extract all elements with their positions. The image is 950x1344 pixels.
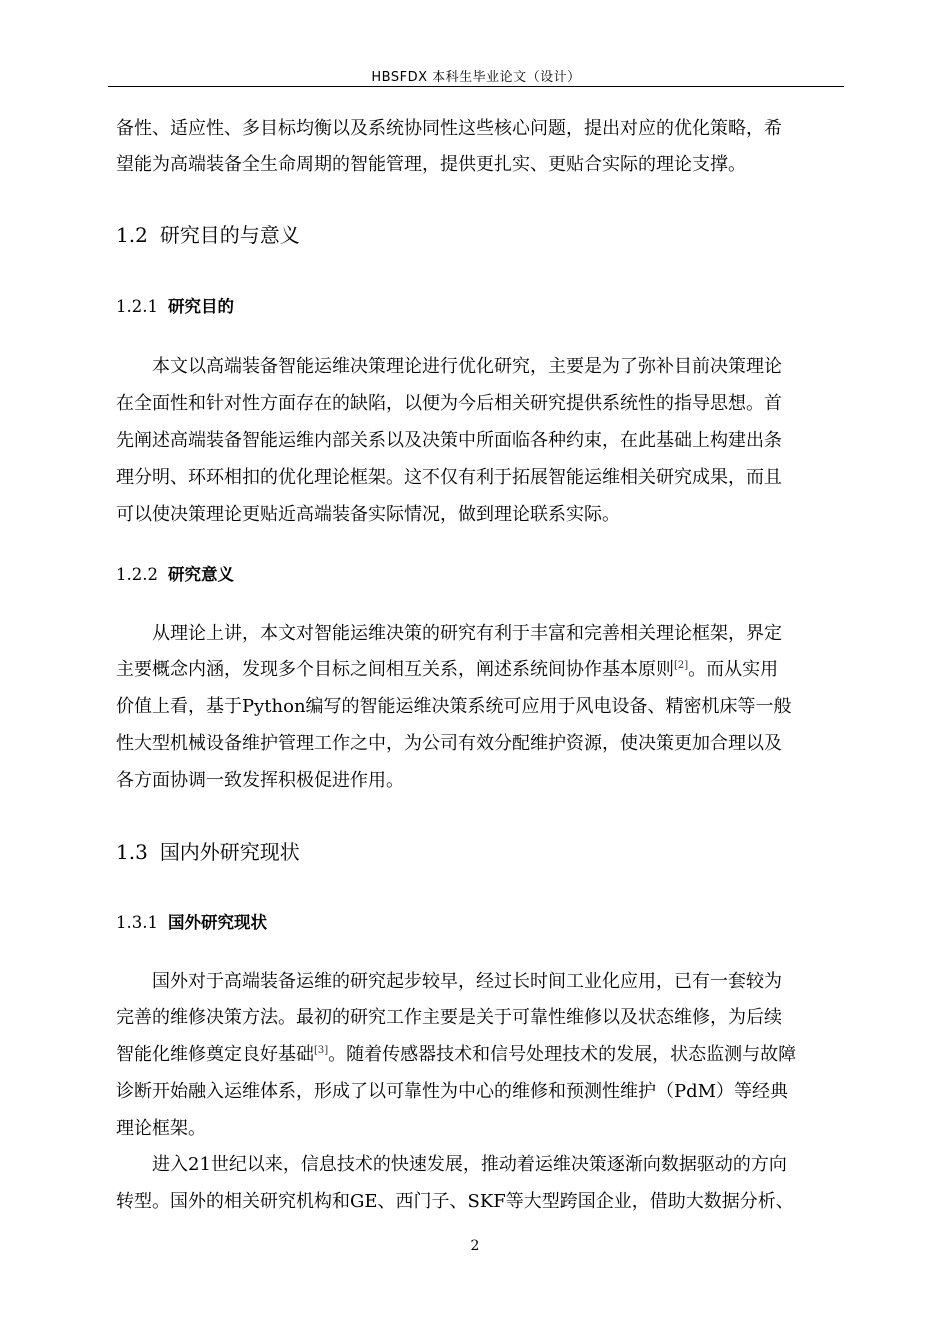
paragraph-line: 理分明、环环相扣的优化理论框架。这不仅有利于拓展智能运维相关研究成果，而且 [116, 467, 782, 488]
paragraph-line: 本文以高端装备智能运维决策理论进行优化研究，主要是为了弥补目前决策理论 [152, 356, 782, 377]
paragraph-line: 从理论上讲，本文对智能运维决策的研究有利于丰富和完善相关理论框架，界定 [152, 623, 782, 644]
subsection-title: 国外研究现状 [167, 913, 267, 932]
paragraph-line: 转型。国外的相关研究机构和GE、西门子、SKF等大型跨国企业，借助大数据分析、 [116, 1191, 794, 1212]
paragraph-line: 完善的维修决策方法。最初的研究工作主要是关于可靠性维修以及状态维修，为后续 [116, 1007, 782, 1028]
paragraph-line: 国外对于高端装备运维的研究起步较早，经过长时间工业化应用，已有一套较为 [152, 971, 782, 992]
paragraph-line [116, 1043, 796, 1067]
subsection-heading-1-2-1 [116, 296, 234, 318]
paragraph-line: 在全面性和针对性方面存在的缺陷，以便为今后相关研究提供系统性的指导思想。首 [116, 393, 782, 414]
section-title: 国内外研究现状 [159, 840, 300, 864]
paragraph-line: 诊断开始融入运维体系，形成了以可靠性为中心的维修和预测性维护（PdM）等经典 [116, 1081, 789, 1102]
text-run: 主要概念内涵，发现多个目标之间相互关系，阐述系统间协作基本原则 [116, 659, 674, 680]
text-run: 。随着传感器技术和信号处理技术的发展，状态监测与故障 [328, 1044, 797, 1065]
section-number: 1.2 [116, 223, 148, 247]
citation-ref: [2] [674, 660, 689, 671]
paragraph-line: 性大型机械设备维护管理工作之中，为公司有效分配维护资源，使决策更加合理以及 [116, 733, 782, 754]
header-rule [108, 86, 844, 87]
section-title: 研究目的与意义 [159, 223, 300, 247]
section-number: 1.3 [116, 840, 148, 864]
text-run: 。而从实用 [688, 659, 779, 680]
paragraph-line: 价值上看，基于Python编写的智能运维决策系统可应用于风电设备、精密机床等一般 [116, 696, 792, 717]
section-heading-1-3 [116, 839, 300, 865]
intro-line-1: 备性、适应性、多目标均衡以及系统协同性这些核心问题，提出对应的优化策略，希 [116, 118, 782, 139]
paragraph-line: 可以使决策理论更贴近高端装备实际情况，做到理论联系实际。 [116, 504, 620, 525]
intro-line-2: 望能为高端装备全生命周期的智能管理，提供更扎实、更贴合实际的理论支撑。 [116, 154, 746, 175]
section-heading-1-2 [116, 222, 300, 248]
page-header: HBSFDX 本科生毕业论文（设计） [371, 70, 581, 85]
page-number: 2 [470, 1238, 480, 1254]
subsection-number: 1.3.1 [116, 913, 158, 932]
subsection-title: 研究意义 [167, 565, 234, 584]
text-run: 智能化维修奠定良好基础 [116, 1044, 314, 1065]
subsection-number: 1.2.2 [116, 565, 158, 584]
paragraph-line [116, 658, 778, 682]
paragraph-line: 先阐述高端装备智能运维内部关系以及决策中所面临各种约束，在此基础上构建出条 [116, 430, 782, 451]
paragraph-line: 各方面协调一致发挥积极促进作用。 [116, 770, 404, 791]
paragraph-line: 进入21世纪以来，信息技术的快速发展，推动着运维决策逐渐向数据驱动的方向 [152, 1154, 787, 1175]
subsection-number: 1.2.1 [116, 297, 158, 316]
paragraph-line: 理论框架。 [116, 1118, 206, 1139]
citation-ref: [3] [314, 1045, 329, 1056]
subsection-heading-1-2-2 [116, 564, 234, 586]
subsection-heading-1-3-1 [116, 912, 267, 934]
subsection-title: 研究目的 [167, 297, 234, 316]
